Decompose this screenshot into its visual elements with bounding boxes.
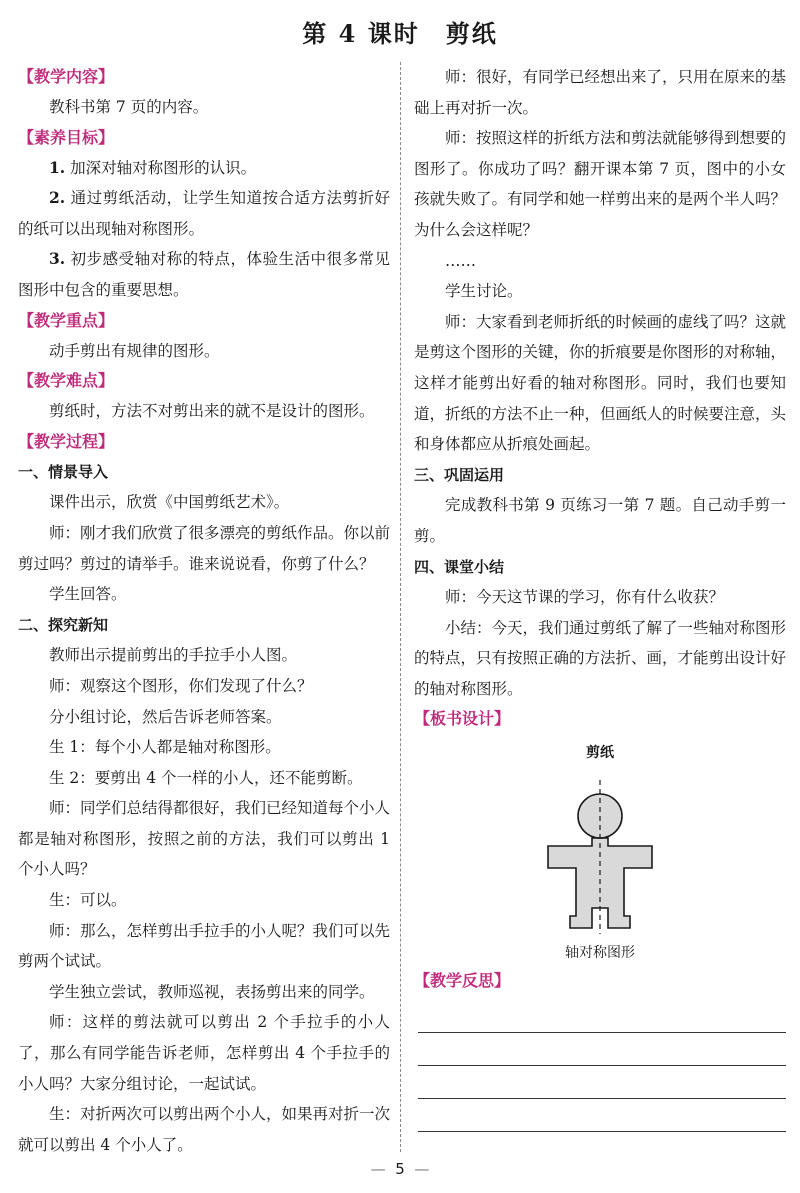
board-design-figure — [414, 734, 786, 966]
paragraph: 小结：今天，我们通过剪纸了解了一些轴对称图形的特点，只有按照正确的方法折、画，才能剪出设计好的轴对称图形。 — [414, 618, 787, 698]
goal-1-text: 加深对轴对称图形的认识。 — [65, 158, 257, 177]
left-column — [18, 62, 390, 1160]
paragraph: 学生独立尝试，教师巡视，表扬剪出来的同学。 — [49, 982, 375, 1001]
writing-line[interactable] — [418, 1066, 786, 1099]
goal-3-text: 初步感受轴对称的特点，体验生活中很多常见图形中包含的重要思想。 — [18, 250, 390, 299]
paragraph: 课件出示，欣赏《中国剪纸艺术》。 — [49, 493, 290, 512]
heading-reflection: 【教学反思】 — [414, 971, 511, 991]
section-practice: 三、巩固运用 — [414, 465, 505, 484]
paragraph: 师：按照这样的折纸方法和剪法就能够得到想要的图形了。你成功了吗？翻开课本第 7 页，图中的小女孩就失败了。有同学和她一样剪出来的是两个半人吗？为什么会这样呢？ — [414, 129, 787, 239]
teaching-content: 教科书第 7 页的内容。 — [49, 98, 209, 116]
difficulty: 剪纸时，方法不对剪出来的就不是设计的图形。 — [49, 402, 375, 421]
paragraph: 师：这样的剪法就可以剪出 2 个手拉手的小人了，那么有同学能告诉老师，怎样剪出 4 个手拉手的小人吗？大家分组讨论，一起试试。 — [18, 1013, 390, 1093]
heading-teaching-content: 【教学内容】 — [18, 67, 115, 86]
section-intro: 一、情景导入 — [18, 462, 109, 481]
paragraph: 师：同学们总结得都很好，我们已经知道每个小人都是轴对称图形，按照之前的方法，我们可以剪出 1 个小人吗？ — [18, 799, 391, 879]
footer-dash-left: — — [370, 1160, 386, 1178]
board-title: 剪纸 — [586, 745, 614, 762]
paragraph: 生：对折两次可以剪出两个小人，如果再对折一次就可以剪出 4 个小人了。 — [18, 1105, 391, 1154]
paragraph: 师：今天这节课的学习，你有什么收获？ — [445, 588, 725, 607]
reflection-lines — [414, 1000, 786, 1132]
heading-difficulty: 【教学难点】 — [18, 371, 115, 391]
paragraph: 生 2：要剪出 4 个一样的小人，还不能剪断。 — [49, 768, 363, 787]
page-footer — [0, 1160, 800, 1178]
goal-1-number: 1. — [49, 157, 66, 177]
page-number: 5 — [395, 1160, 405, 1178]
paragraph: 学生回答。 — [49, 585, 127, 604]
heading-board-design: 【板书设计】 — [414, 709, 511, 729]
heading-key-point: 【教学重点】 — [18, 310, 115, 330]
paragraph: 生 1：每个小人都是轴对称图形。 — [49, 738, 281, 757]
paragraph: 完成教科书第 9 页练习一第 7 题。自己动手剪一剪。 — [414, 496, 786, 545]
key-point: 动手剪出有规律的图形。 — [49, 341, 220, 360]
paragraph: 生：可以。 — [49, 891, 127, 910]
goal-3-number: 3. — [49, 249, 66, 269]
page-title: 第 4 课时 剪纸 — [302, 19, 498, 48]
paragraph: 师：刚才我们欣赏了很多漂亮的剪纸作品。你以前剪过吗？剪过的请举手。谁来说说看，你剪了什么？ — [18, 523, 391, 573]
writing-line[interactable] — [418, 1099, 786, 1132]
paragraph: 师：观察这个图形，你们发现了什么？ — [49, 676, 313, 695]
goal-2-text: 通过剪纸活动，让学生知道按合适方法剪折好的纸可以出现轴对称图形。 — [18, 189, 390, 238]
paragraph: 分小组讨论，然后告诉老师答案。 — [49, 707, 282, 726]
goal-2 — [18, 183, 390, 244]
ellipsis: …… — [445, 251, 476, 270]
footer-dash-right: — — [414, 1160, 430, 1178]
section-summary: 四、课堂小结 — [414, 557, 505, 576]
paragraph: 师：那么，怎样剪出手拉手的小人呢？我们可以先剪两个试试。 — [18, 921, 391, 971]
writing-line[interactable] — [418, 1000, 786, 1033]
right-column — [414, 62, 786, 1132]
goal-1 — [18, 153, 390, 184]
board-caption: 轴对称图形 — [565, 945, 635, 962]
goal-3 — [18, 244, 390, 305]
paragraph: 师：很好，有同学已经想出来了，只用在原来的基础上再对折一次。 — [414, 68, 787, 117]
heading-goals: 【素养目标】 — [18, 127, 115, 147]
column-divider — [400, 62, 401, 1152]
writing-line[interactable] — [418, 1033, 786, 1066]
section-explore: 二、探究新知 — [18, 615, 109, 634]
paragraph: 教师出示提前剪出的手拉手小人图。 — [49, 646, 298, 665]
paragraph: 学生讨论。 — [445, 282, 523, 301]
heading-process: 【教学过程】 — [18, 431, 115, 451]
goal-2-number: 2. — [49, 188, 66, 208]
paper-figure-illustration — [540, 776, 660, 936]
paragraph: 师：大家看到老师折纸的时候画的虚线了吗？这就是剪这个图形的关键，你的折痕要是你图形的对称轴，这样才能剪出好看的轴对称图形。同时，我们也要知道，折纸的方法不止一种，但画纸人的时候要注意，头和身体都应从折痕处画起。 — [414, 312, 787, 454]
